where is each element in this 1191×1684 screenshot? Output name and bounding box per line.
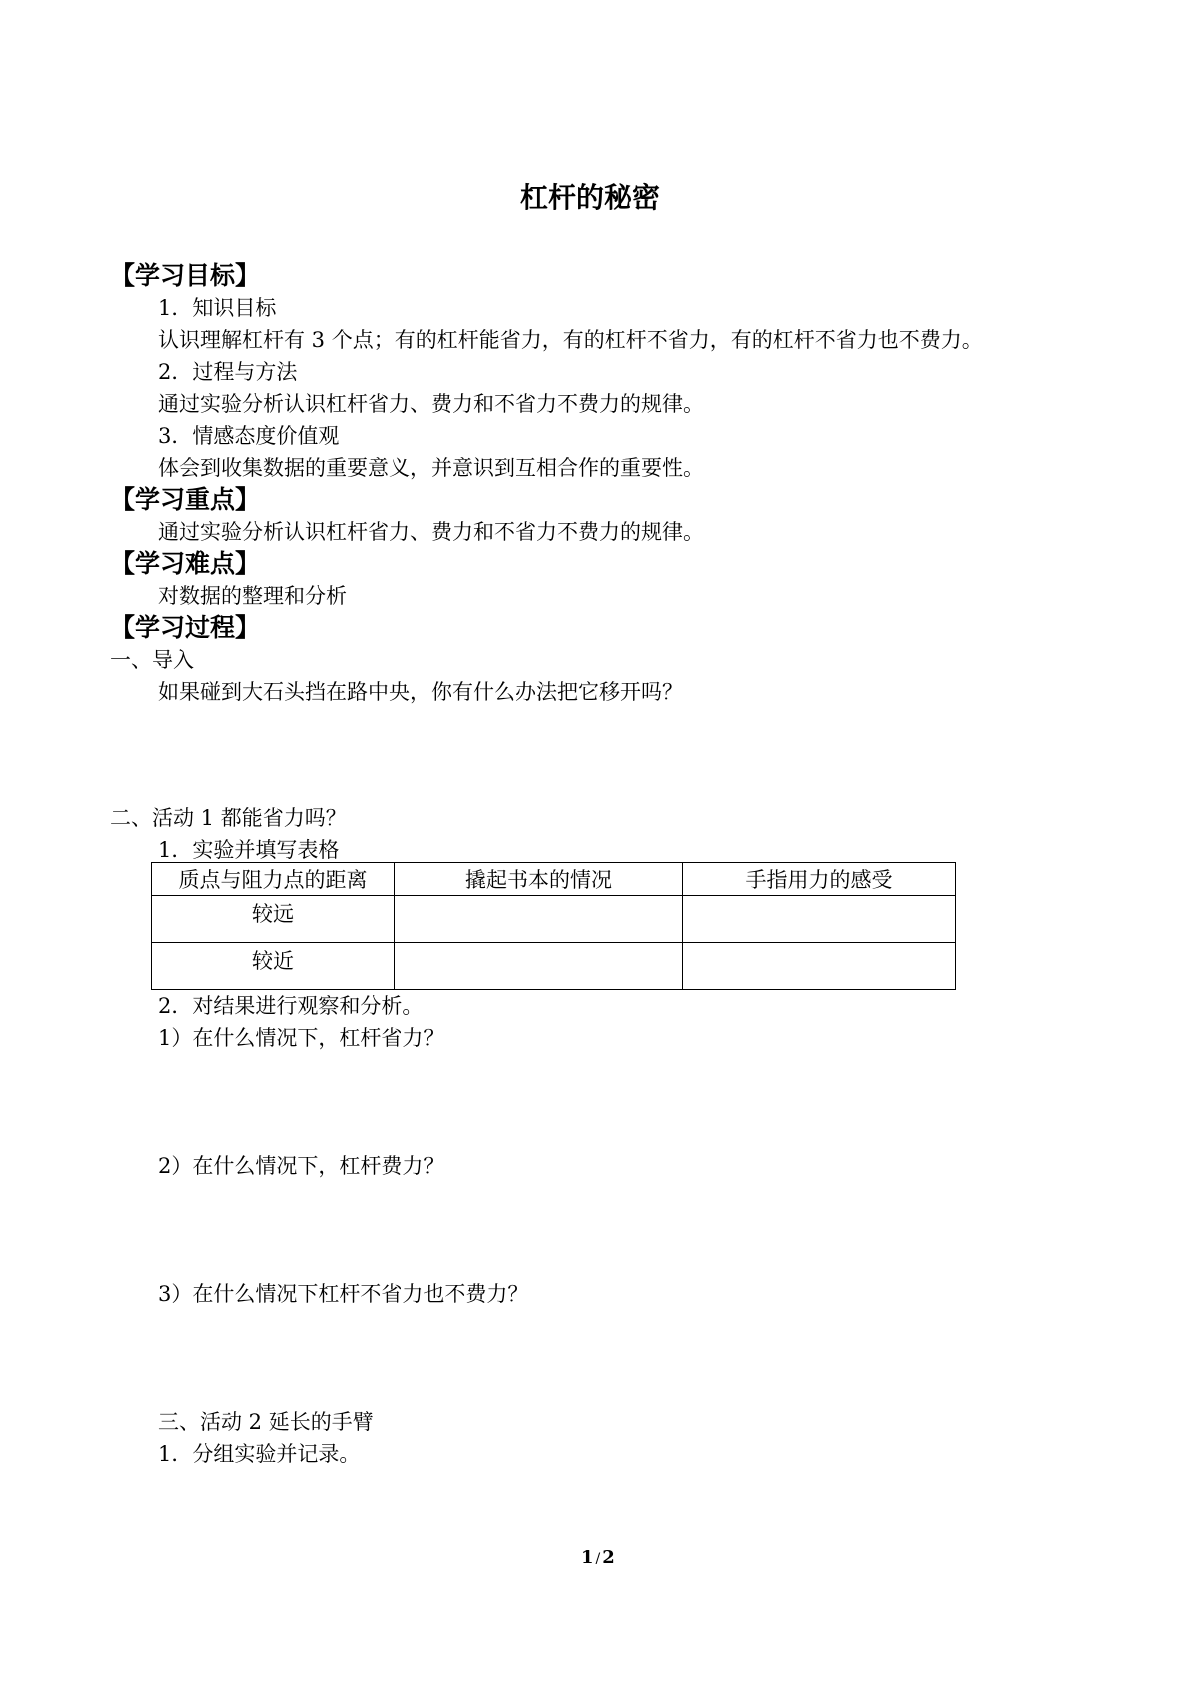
table-header: 手指用力的感受 (683, 863, 956, 896)
difficulties-text: 对数据的整理和分析 (158, 584, 347, 608)
process-heading: 【学习过程】 (110, 613, 261, 642)
part3-step1: 1．分组实验并记录。 (158, 1442, 361, 1466)
part3-label: 三、活动 2 延长的手臂 (158, 1410, 374, 1434)
table-row (152, 943, 956, 990)
objective-2-label: 2．过程与方法 (158, 360, 298, 384)
question-3: 3）在什么情况下杠杆不省力也不费力？ (158, 1282, 529, 1306)
table-cell (395, 896, 683, 943)
question-1: 1）在什么情况下，杠杆省力？ (158, 1026, 445, 1050)
part1-text: 如果碰到大石头挡在路中央，你有什么办法把它移开吗？ (158, 680, 683, 704)
table-header: 撬起书本的情况 (395, 863, 683, 896)
objectives-heading: 【学习目标】 (110, 261, 261, 290)
objective-3-label: 3．情感态度价值观 (158, 424, 340, 448)
page-number (581, 1547, 615, 1568)
page-title: 杠杆的秘密 (520, 181, 661, 214)
table-row (152, 896, 956, 943)
table-cell: 较远 (152, 896, 395, 943)
part2-step1: 1．实验并填写表格 (158, 838, 340, 862)
table-cell (395, 943, 683, 990)
difficulties-heading: 【学习难点】 (110, 549, 261, 578)
part1-label: 一、导入 (110, 648, 194, 672)
page-total: 2 (602, 1547, 615, 1568)
objective-1-text: 认识理解杠杆有 3 个点；有的杠杆能省力，有的杠杆不省力，有的杠杆不省力也不费力。 (158, 328, 983, 352)
page-separator: / (595, 1551, 601, 1567)
table-header: 质点与阻力点的距离 (152, 863, 395, 896)
page-current: 1 (581, 1547, 594, 1568)
table-header-row (152, 863, 956, 896)
key-points-heading: 【学习重点】 (110, 485, 261, 514)
table-cell (683, 896, 956, 943)
question-2: 2）在什么情况下，杠杆费力？ (158, 1154, 445, 1178)
part2-label: 二、活动 1 都能省力吗？ (110, 806, 347, 830)
objective-1-label: 1．知识目标 (158, 296, 277, 320)
table-cell (683, 943, 956, 990)
objective-3-text: 体会到收集数据的重要意义，并意识到互相合作的重要性。 (158, 456, 704, 480)
objective-2-text: 通过实验分析认识杠杆省力、费力和不省力不费力的规律。 (158, 392, 704, 416)
experiment-table (151, 862, 956, 990)
part2-step2: 2．对结果进行观察和分析。 (158, 994, 424, 1018)
table-cell: 较近 (152, 943, 395, 990)
key-points-text: 通过实验分析认识杠杆省力、费力和不省力不费力的规律。 (158, 520, 704, 544)
